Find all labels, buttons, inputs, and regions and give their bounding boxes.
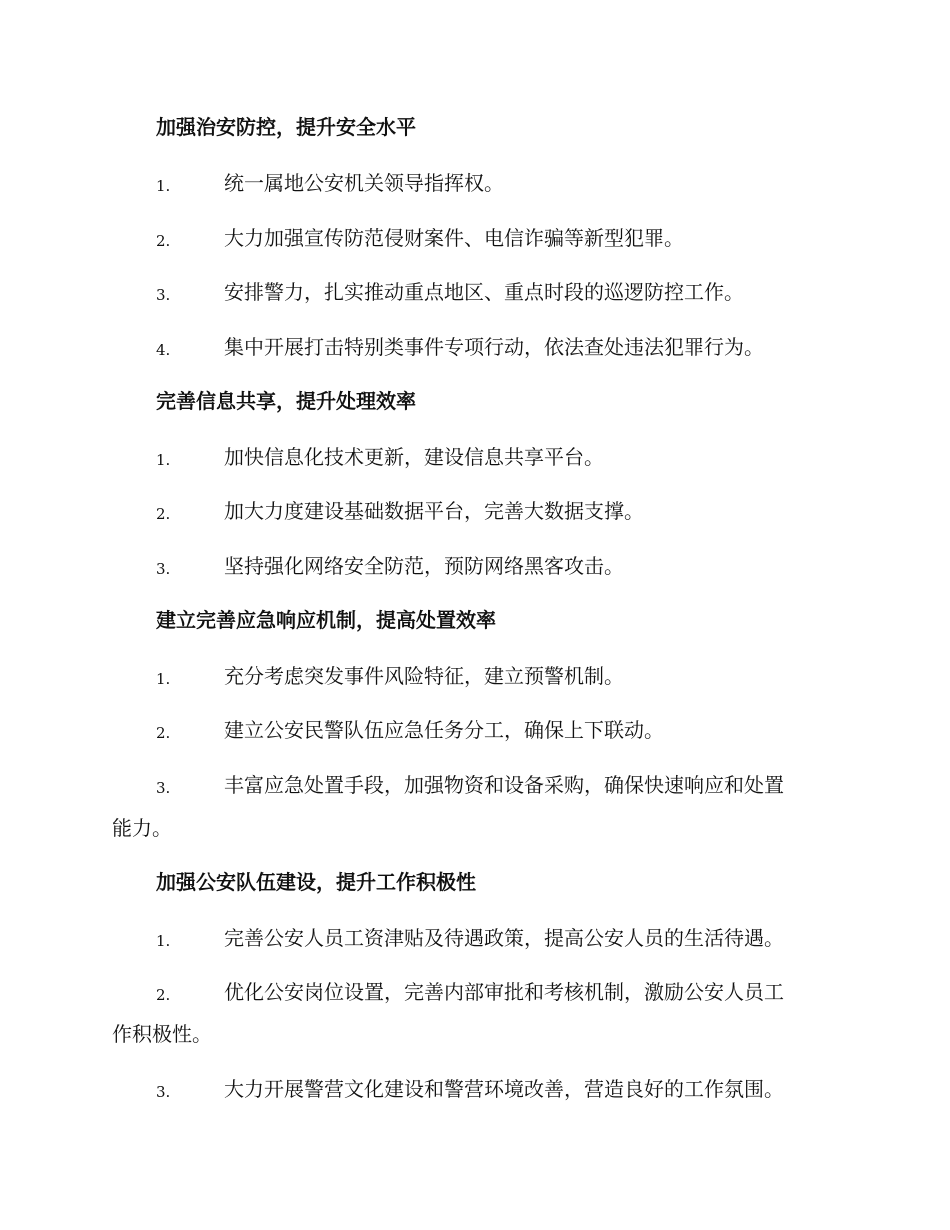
list-number: 3. [156,560,171,578]
list-number: 4. [156,341,171,359]
section-heading: 加强公安队伍建设，提升工作积极性 [156,870,476,894]
list-number: 1. [156,932,171,950]
list-number: 2. [156,505,171,523]
list-text: 充分考虑突发事件风险特征，建立预警机制。 [224,664,624,688]
list-text: 加大力度建设基础数据平台，完善大数据支撑。 [224,499,644,523]
list-number: 1. [156,177,171,195]
list-text: 优化公安岗位设置，完善内部审批和考核机制，激励公安人员工 [224,980,784,1004]
list-text: 完善公安人员工资津贴及待遇政策，提高公安人员的生活待遇。 [224,926,784,950]
section-heading: 建立完善应急响应机制，提高处置效率 [156,608,496,632]
list-number: 2. [156,986,171,1004]
list-text: 大力开展警营文化建设和警营环境改善，营造良好的工作氛围。 [224,1077,784,1101]
list-text: 统一属地公安机关领导指挥权。 [224,171,504,195]
list-number: 1. [156,670,171,688]
list-text-continuation: 能力。 [112,816,172,840]
list-text: 集中开展打击特别类事件专项行动，依法查处违法犯罪行为。 [224,335,764,359]
list-text-continuation: 作积极性。 [112,1022,212,1046]
list-number: 1. [156,451,171,469]
list-number: 3. [156,1083,171,1101]
list-number: 3. [156,286,171,304]
list-number: 2. [156,232,171,250]
section-heading: 完善信息共享，提升处理效率 [156,389,416,413]
list-number: 2. [156,724,171,742]
list-text: 大力加强宣传防范侵财案件、电信诈骗等新型犯罪。 [224,226,684,250]
list-text: 丰富应急处置手段，加强物资和设备采购，确保快速响应和处置 [224,773,784,797]
list-text: 安排警力，扎实推动重点地区、重点时段的巡逻防控工作。 [224,280,744,304]
list-text: 坚持强化网络安全防范，预防网络黑客攻击。 [224,554,624,578]
list-number: 3. [156,779,171,797]
section-heading: 加强治安防控，提升安全水平 [156,115,416,139]
list-text: 建立公安民警队伍应急任务分工，确保上下联动。 [224,718,664,742]
list-text: 加快信息化技术更新，建设信息共享平台。 [224,445,604,469]
